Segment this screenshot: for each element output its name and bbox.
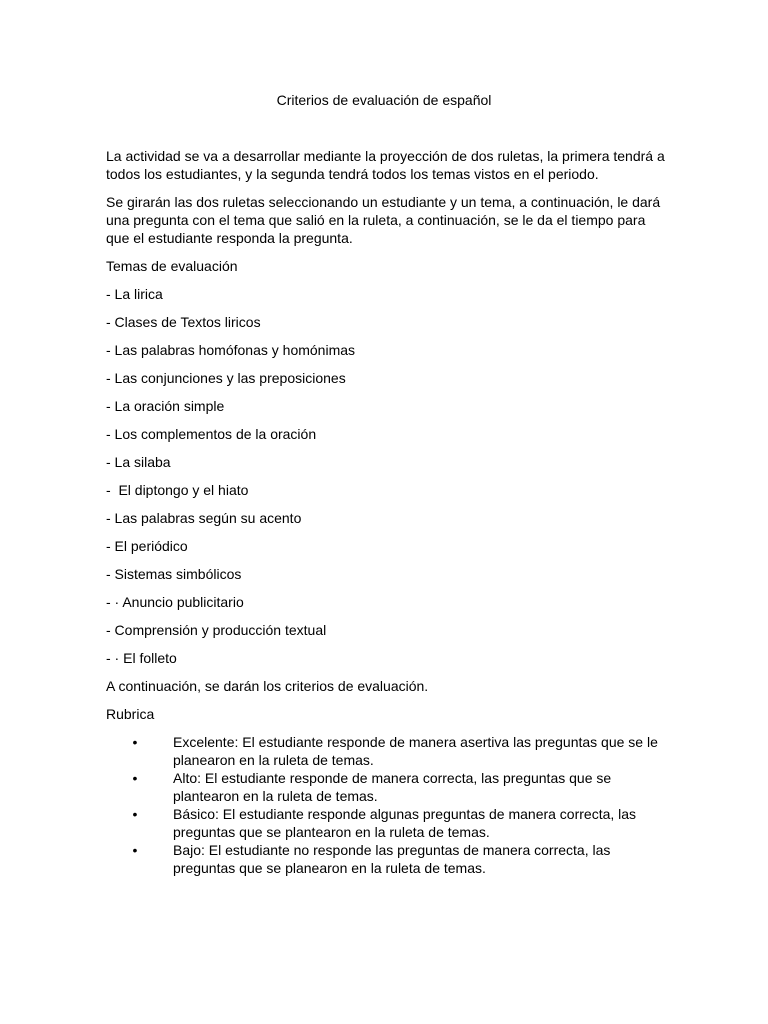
- topic-item: - Las palabras según su acento: [106, 510, 302, 526]
- document-body: [106, 147, 669, 877]
- topic-item: - La oración simple: [106, 398, 225, 414]
- rubric-text: Alto: El estudiante responde de manera correcta, las preguntas que se plantearon en la ruleta de temas.: [173, 770, 612, 804]
- rubric-list: [106, 733, 666, 877]
- topic-item: - Las conjunciones y las preposiciones: [106, 370, 346, 386]
- topic-item: - · Anuncio publicitario: [106, 594, 244, 610]
- topic-item: - · El folleto: [106, 650, 177, 666]
- topic-item: - La lirica: [106, 286, 163, 302]
- topics-list: [106, 285, 666, 667]
- rubric-item: [106, 841, 666, 877]
- document-title: Criterios de evaluación de español: [276, 92, 492, 108]
- rubric-text: Bajo: El estudiante no responde las preguntas de manera correcta, las preguntas que se planearon en la ruleta de temas.: [173, 842, 611, 876]
- topic-item: - Comprensión y producción textual: [106, 622, 327, 638]
- topic-item: - El diptongo y el hiato: [106, 482, 249, 498]
- topic-item: - Sistemas simbólicos: [106, 566, 242, 582]
- bullet-icon: •: [132, 842, 138, 858]
- topic-item: - El periódico: [106, 538, 188, 554]
- bullet-icon: •: [132, 806, 138, 822]
- topic-item: - La silaba: [106, 454, 171, 470]
- bullet-icon: •: [132, 734, 138, 750]
- rubric-item: [106, 769, 666, 805]
- rubric-text: Excelente: El estudiante responde de manera asertiva las preguntas que se le planearon en la ruleta de temas.: [173, 734, 658, 768]
- rubric-item: [106, 733, 666, 769]
- criteria-intro: A continuación, se darán los criterios de evaluación.: [106, 678, 429, 694]
- topic-item: - Los complementos de la oración: [106, 426, 317, 442]
- intro-paragraph: Se girarán las dos ruletas seleccionando un estudiante y un tema, a continuación, le dará una pregunta con el tema que salió en la ruleta, a continuación, se le da el tiempo para que el estudiante responda la pregunta.: [106, 194, 665, 246]
- rubric-item: [106, 805, 666, 841]
- topic-item: - Las palabras homófonas y homónimas: [106, 342, 356, 358]
- rubric-text: Básico: El estudiante responde algunas preguntas de manera correcta, las preguntas que se plantearon en la ruleta de temas.: [173, 806, 637, 840]
- topics-heading: Temas de evaluación: [106, 258, 238, 274]
- topic-item: - Clases de Textos liricos: [106, 314, 261, 330]
- intro-paragraph: La actividad se va a desarrollar mediante la proyección de dos ruletas, la primera tendrá a todos los estudiantes, y la segunda tendrá todos los temas vistos en el periodo.: [106, 148, 669, 182]
- rubric-heading: Rubrica: [106, 706, 155, 722]
- bullet-icon: •: [132, 770, 138, 786]
